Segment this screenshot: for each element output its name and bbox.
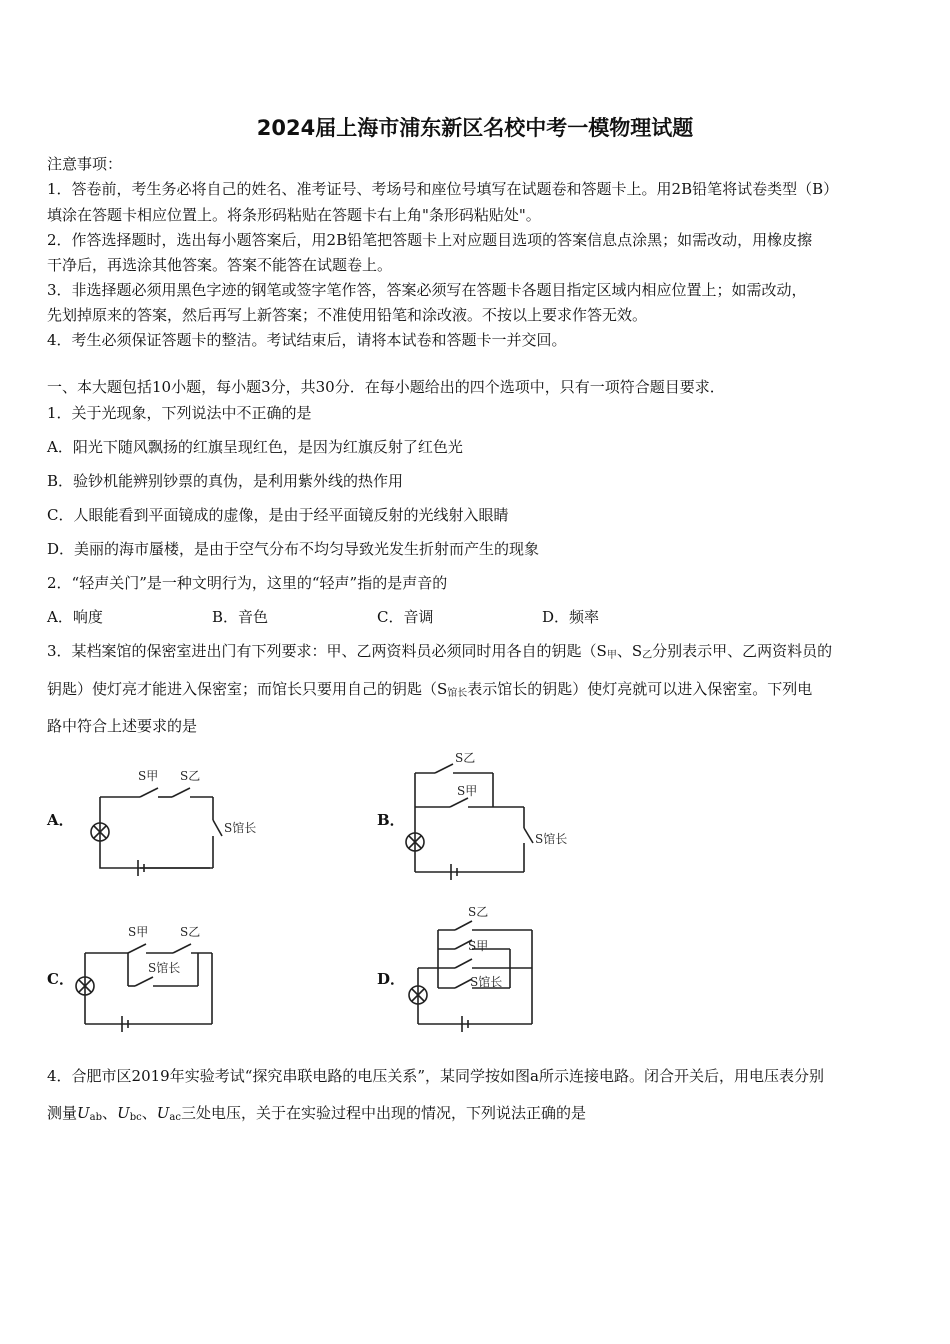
svg-text:S乙: S乙 [468, 905, 489, 919]
sep-1: 、 [102, 1104, 118, 1122]
svg-text:S馆长: S馆长 [224, 821, 257, 835]
q4-line-2 [47, 1102, 586, 1123]
q3-line-1-part-b: 、S [616, 642, 643, 660]
sep-2: 、 [141, 1104, 157, 1122]
circuit-diagram-d [400, 900, 600, 1035]
q2-option-d: D．频率 [542, 608, 600, 626]
q1-option-d: D．美丽的海市蜃楼，是由于空气分布不均匀导致光发生折射而产生的现象 [47, 540, 540, 558]
sub-ac: ac [169, 1112, 181, 1123]
u-symbol-2: U [117, 1104, 130, 1122]
circuit-b-label: B． [377, 811, 405, 829]
svg-text:S甲: S甲 [138, 769, 159, 783]
circuit-d-label: D． [377, 970, 406, 988]
q3-line-1 [47, 640, 832, 661]
q3-line-1-part-a: 3．某档案馆的保密室进出门有下列要求：甲、乙两资料员必须同时用各自的钥匙（S [47, 642, 607, 660]
circuit-a-label: A． [47, 811, 74, 829]
svg-text:S甲: S甲 [468, 939, 489, 953]
q1-stem: 1．关于光现象，下列说法中不正确的是 [47, 404, 312, 422]
q4-line-2-part-b: 三处电压，关于在实验过程中出现的情况，下列说法正确的是 [180, 1104, 586, 1122]
q4-line-2-part-a: 测量 [47, 1104, 78, 1122]
notice-heading: 注意事项： [47, 155, 123, 173]
sub-jia: 甲 [606, 650, 617, 661]
sub-ab: ab [89, 1112, 103, 1123]
circuit-diagram-c [70, 915, 270, 1035]
q3-line-2 [47, 678, 812, 699]
q1-option-b: B．验钞机能辨别钞票的真伪，是利用紫外线的热作用 [47, 472, 404, 490]
q2-stem: 2．“轻声关门”是一种文明行为，这里的“轻声”指的是声音的 [47, 574, 448, 592]
q3-line-1-part-c: 分别表示甲、乙两资料员的 [652, 642, 833, 660]
u-symbol-1: U [77, 1104, 90, 1122]
q3-line-2-part-b: 表示馆长的钥匙）使灯亮就可以进入保密室。下列电 [467, 680, 813, 698]
q2-option-c: C．音调 [377, 608, 434, 626]
svg-text:S馆长: S馆长 [535, 832, 568, 846]
q4-line-1: 4．合肥市区2019年实验考试“探究串联电路的电压关系”，某同学按如图a所示连接电路。闭合开关后，用电压表分别 [47, 1067, 825, 1085]
page-title: 2024届上海市浦东新区名校中考一模物理试题 [256, 116, 694, 140]
circuit-diagram-b [395, 745, 595, 880]
q1-option-c: C．人眼能看到平面镜成的虚像，是由于经平面镜反射的光线射入眼睛 [47, 506, 509, 524]
circuit-diagram-a [80, 760, 280, 880]
section-heading: 一、本大题包括10小题，每小题3分，共30分．在每小题给出的四个选项中，只有一项符合题目要求． [47, 378, 725, 396]
notice-item-3b: 先划掉原来的答案，然后再写上新答案；不准使用铅笔和涂改液。不按以上要求作答无效。 [47, 306, 648, 324]
notice-item-2a: 2．作答选择题时，选出每小题答案后，用2B铅笔把答题卡上对应题目选项的答案信息点涂黑；如需改动，用橡皮擦 [47, 231, 813, 249]
q3-line-3: 路中符合上述要求的是 [47, 717, 198, 735]
q1-option-a: A．阳光下随风飘扬的红旗呈现红色，是因为红旗反射了红色光 [47, 438, 463, 456]
svg-text:S甲: S甲 [128, 925, 149, 939]
svg-text:S馆长: S馆长 [470, 975, 503, 989]
sub-bc: bc [129, 1112, 142, 1123]
sub-guanzhang: 馆长 [447, 688, 468, 699]
notice-item-1a: 1．答卷前，考生务必将自己的姓名、准考证号、考场号和座位号填写在试题卷和答题卡上。用2B铅笔将试卷类型（B） [47, 180, 839, 198]
q2-option-b: B．音色 [212, 608, 269, 626]
notice-item-4: 4．考生必须保证答题卡的整洁。考试结束后，请将本试卷和答题卡一并交回。 [47, 331, 567, 349]
svg-text:S馆长: S馆长 [148, 961, 181, 975]
circuit-c-label: C． [47, 970, 74, 988]
sub-yi: 乙 [642, 650, 653, 661]
q3-line-2-part-a: 钥匙）使灯亮才能进入保密室；而馆长只要用自己的钥匙（S [47, 680, 448, 698]
u-symbol-3: U [156, 1104, 170, 1122]
q2-option-a: A．响度 [47, 608, 103, 626]
notice-item-3a: 3．非选择题必须用黑色字迹的钢笔或签字笔作答，答案必须写在答题卡各题目指定区域内相应位置上；如需改动， [47, 281, 807, 299]
svg-text:S甲: S甲 [457, 784, 478, 798]
svg-text:S乙: S乙 [180, 769, 201, 783]
svg-text:S乙: S乙 [180, 925, 201, 939]
notice-item-2b: 干净后，再选涂其他答案。答案不能答在试题卷上。 [47, 256, 393, 274]
svg-text:S乙: S乙 [455, 751, 476, 765]
notice-item-1b: 填涂在答题卡相应位置上。将条形码粘贴在答题卡右上角"条形码粘贴处"。 [47, 206, 541, 224]
